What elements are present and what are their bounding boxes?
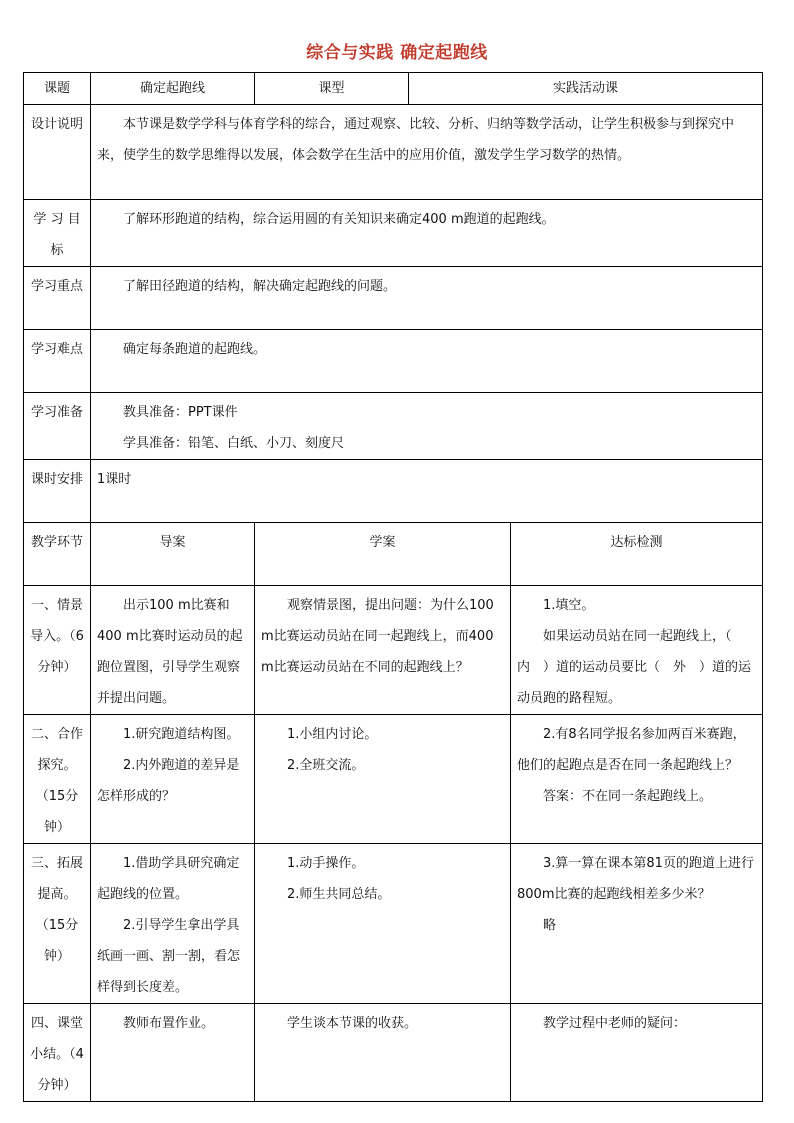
key-row xyxy=(24,267,763,330)
stage-guide xyxy=(91,715,255,844)
stage-name: 二、合作探究。（15分钟） xyxy=(24,715,91,844)
check-line: 如果运动员站在同一起跑线上，（ 内 ）道的运动员要比（ 外 ）道的运动员跑的路程短。 xyxy=(517,629,752,706)
study-header: 学案 xyxy=(255,523,511,586)
type-label: 课型 xyxy=(255,73,409,105)
prep-line-2: 学具准备：铅笔、白纸、小刀、刻度尺 xyxy=(123,436,345,451)
study-line: 学生谈本节课的收获。 xyxy=(287,1016,418,1031)
guide-line: 1.研究跑道结构图。 xyxy=(123,727,240,742)
stage-row-2 xyxy=(24,715,763,844)
study-line: 1.动手操作。 xyxy=(287,856,365,871)
schedule-text: 1课时 xyxy=(91,460,763,523)
design-text: 本节课是数学学科与体育学科的综合，通过观察、比较、分析、归纳等数学活动，让学生积极参与到探究中来，使学生的数学思维得以发展，体会数学在生活中的应用价值，激发学生学习数学的热情。 xyxy=(91,105,763,200)
stage-check xyxy=(511,715,763,844)
difficulty-text: 确定每条跑道的起跑线。 xyxy=(91,330,763,393)
schedule-label: 课时安排 xyxy=(24,460,91,523)
goal-text: 了解环形跑道的结构，综合运用圆的有关知识来确定400 m跑道的起跑线。 xyxy=(91,200,763,267)
check-line: 1.填空。 xyxy=(543,598,595,613)
prep-line-1: 教具准备：PPT课件 xyxy=(123,405,238,420)
stage-study xyxy=(255,1004,511,1102)
key-text: 了解田径跑道的结构，解决确定起跑线的问题。 xyxy=(91,267,763,330)
prep-text xyxy=(91,393,763,460)
stage-header-row xyxy=(24,523,763,586)
guide-header: 导案 xyxy=(91,523,255,586)
stage-guide xyxy=(91,1004,255,1102)
key-label: 学习重点 xyxy=(24,267,91,330)
design-row xyxy=(24,105,763,200)
stage-name: 四、课堂小结。（4分钟） xyxy=(24,1004,91,1102)
guide-line: 2.引导学生拿出学具纸画一画、割一割，看怎样得到长度差。 xyxy=(97,918,241,995)
goal-label: 学 习 目标 xyxy=(24,200,91,267)
study-line: 1.小组内讨论。 xyxy=(287,727,378,742)
header-row xyxy=(24,73,763,105)
prep-label: 学习准备 xyxy=(24,393,91,460)
stage-study xyxy=(255,844,511,1004)
stage-check xyxy=(511,844,763,1004)
type-value: 实践活动课 xyxy=(409,73,763,105)
stage-name: 三、拓展提高。（15分钟） xyxy=(24,844,91,1004)
difficulty-label: 学习难点 xyxy=(24,330,91,393)
stage-row-3 xyxy=(24,844,763,1004)
topic-value: 确定起跑线 xyxy=(91,73,255,105)
stage-study xyxy=(255,715,511,844)
stage-check xyxy=(511,1004,763,1102)
lesson-plan-table xyxy=(23,72,763,1102)
schedule-row xyxy=(24,460,763,523)
stage-header: 教学环节 xyxy=(24,523,91,586)
stage-row-4 xyxy=(24,1004,763,1102)
page-title: 综合与实践 确定起跑线 xyxy=(306,43,488,63)
guide-line: 教师布置作业。 xyxy=(123,1016,215,1031)
study-line: 观察情景图，提出问题：为什么100 m比赛运动员站在同一起跑线上，而400 m比赛运动员站在不同的起跑线上？ xyxy=(261,598,494,675)
guide-line: 2.内外跑道的差异是怎样形成的？ xyxy=(97,758,240,804)
stage-guide xyxy=(91,586,255,715)
goal-row xyxy=(24,200,763,267)
difficulty-row xyxy=(24,330,763,393)
check-line: 3.算一算在课本第81页的跑道上进行800m比赛的起跑线相差多少米？ xyxy=(517,856,754,902)
guide-line: 1.借助学具研究确定起跑线的位置。 xyxy=(97,856,240,902)
check-line: 略 xyxy=(543,918,557,933)
check-line: 教学过程中老师的疑问： xyxy=(543,1016,687,1031)
prep-row xyxy=(24,393,763,460)
guide-line: 出示100 m比赛和400 m比赛时运动员的起跑位置图，引导学生观察并提出问题。 xyxy=(97,598,243,706)
design-label: 设计说明 xyxy=(24,105,91,200)
stage-guide xyxy=(91,844,255,1004)
stage-row-1 xyxy=(24,586,763,715)
topic-label: 课题 xyxy=(24,73,91,105)
stage-study xyxy=(255,586,511,715)
study-line: 2.全班交流。 xyxy=(287,758,365,773)
stage-name: 一、情景导入。（6分钟） xyxy=(24,586,91,715)
check-line: 答案：不在同一条起跑线上。 xyxy=(543,789,713,804)
check-header: 达标检测 xyxy=(511,523,763,586)
stage-check xyxy=(511,586,763,715)
study-line: 2.师生共同总结。 xyxy=(287,887,391,902)
check-line: 2.有8名同学报名参加两百米赛跑，他们的起跑点是否在同一条起跑线上？ xyxy=(517,727,746,773)
